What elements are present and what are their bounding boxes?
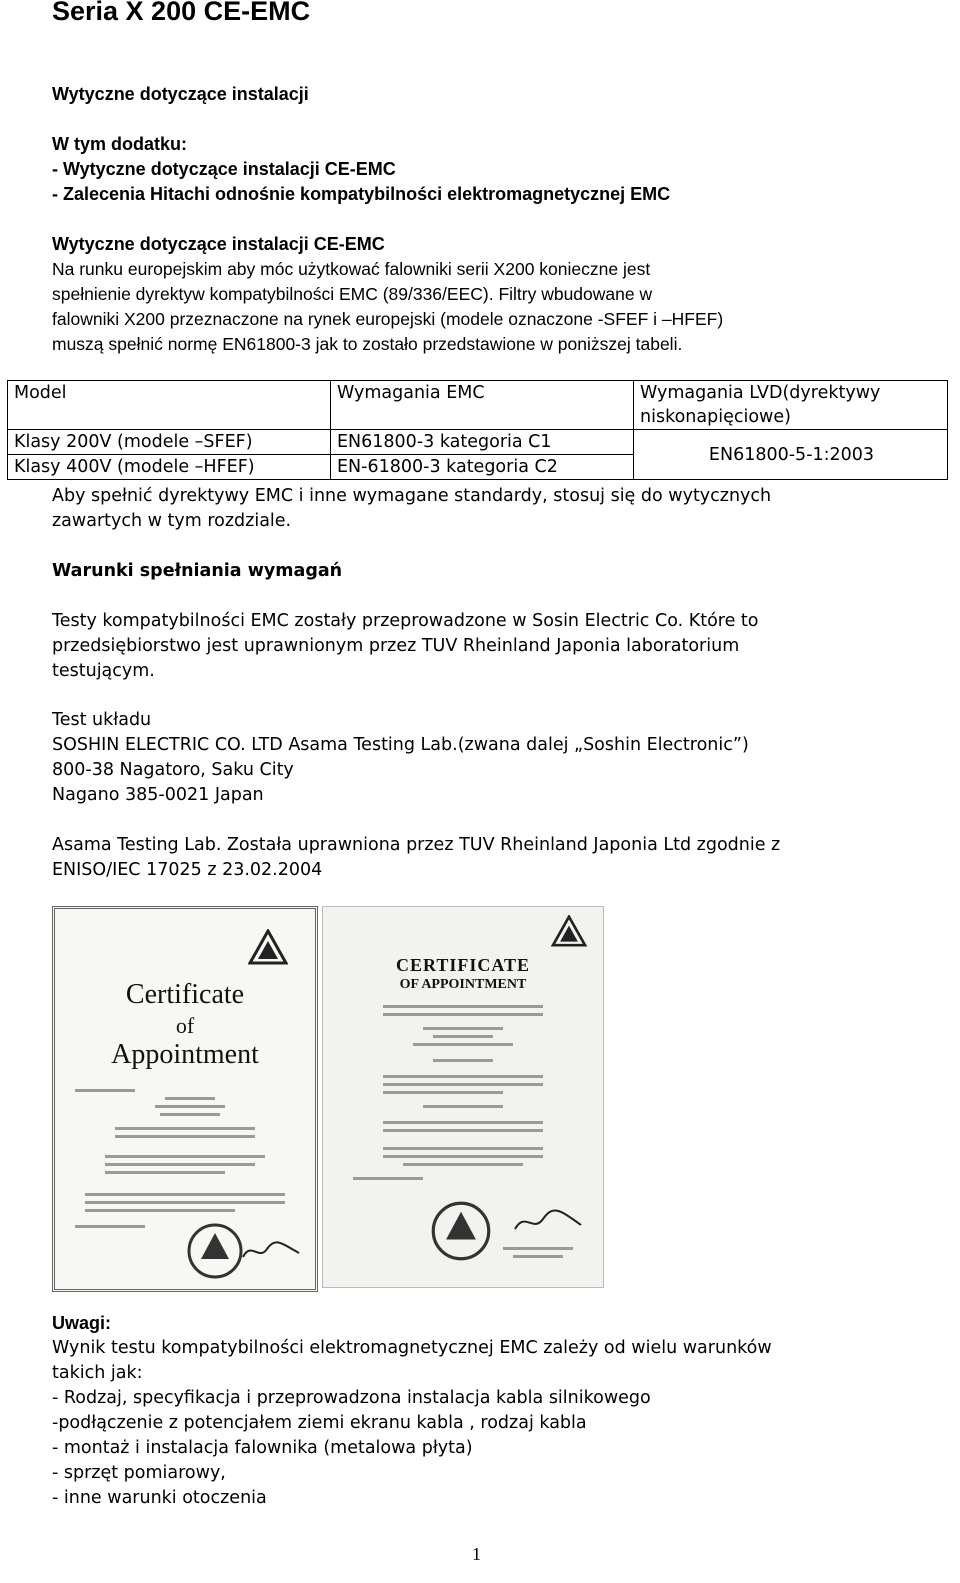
header-lvd-line1: Wymagania LVD(dyrektywy <box>640 383 881 403</box>
tuv-logo-icon <box>551 915 587 947</box>
list-item: - sprzęt pomiarowy, <box>52 1463 226 1483</box>
paragraph-line: 800-38 Nagatoro, Saku City <box>52 760 294 780</box>
certificate-title: CERTIFICATE <box>395 955 531 975</box>
header-lvd <box>634 381 948 430</box>
cell-model: Klasy 400V (modele –HFEF) <box>8 455 331 480</box>
intro-heading: Wytyczne dotyczące instalacji <box>52 84 309 104</box>
emc-requirements-table <box>7 380 948 480</box>
tuv-logo-icon <box>248 929 288 965</box>
certificate-appointment: Appointment <box>111 1039 259 1070</box>
paragraph-line: przedsiębiorstwo jest uprawnionym przez TUV Rheinland Japonia laboratorium <box>52 636 740 656</box>
cell-emc: EN61800-3 kategoria C1 <box>331 430 634 455</box>
paragraph-line: zawartych w tym rozdziale. <box>52 511 292 531</box>
paragraph-line: Nagano 385-0021 Japan <box>52 785 264 805</box>
list-item: Wynik testu kompatybilności elektromagnetycznej EMC zależy od wielu warunków <box>52 1338 772 1358</box>
cell-model: Klasy 200V (modele –SFEF) <box>8 430 331 455</box>
section-heading: Warunki spełniania wymagań <box>52 561 343 581</box>
paragraph-line: muszą spełnić normę EN61800-3 jak to zostało przedstawione w poniższej tabeli. <box>52 334 683 354</box>
table-header-row <box>8 381 948 430</box>
list-item: -podłączenie z potencjałem ziemi ekranu kabla , rodzaj kabla <box>52 1413 587 1433</box>
list-item: - Rodzaj, specyfikacja i przeprowadzona instalacja kabla silnikowego <box>52 1388 651 1408</box>
signature-icon <box>513 1207 583 1237</box>
cell-emc: EN-61800-3 kategoria C2 <box>331 455 634 480</box>
paragraph-line: ENISO/IEC 17025 z 23.02.2004 <box>52 860 323 880</box>
certificate-image-right <box>322 906 604 1288</box>
table-row <box>8 430 948 455</box>
certificate-subtitle: OF APPOINTMENT <box>399 977 527 992</box>
contents-item: - Wytyczne dotyczące instalacji CE-EMC <box>52 159 396 179</box>
list-item: - montaż i instalacja falownika (metalowa płyta) <box>52 1438 473 1458</box>
paragraph-line: Na runku europejskim aby móc użytkować falowniki serii X200 konieczne jest <box>52 259 651 279</box>
tuv-seal-icon <box>429 1199 493 1263</box>
paragraph-line: SOSHIN ELECTRIC CO. LTD Asama Testing Lab.(zwana dalej „Soshin Electronic”) <box>52 735 749 755</box>
page-title: Seria X 200 CE-EMC <box>52 0 311 26</box>
list-item: takich jak: <box>52 1363 143 1383</box>
contents-heading: W tym dodatku: <box>52 134 187 154</box>
paragraph-line: testującym. <box>52 661 155 681</box>
list-item: - inne warunki otoczenia <box>52 1488 267 1508</box>
certificate-title: Certificate <box>125 979 245 1010</box>
header-model: Model <box>8 381 331 430</box>
page-number: 1 <box>472 1544 481 1564</box>
header-lvd-line2: niskonapięciowe) <box>640 407 791 427</box>
signature-icon <box>241 1239 301 1263</box>
paragraph-line: Testy kompatybilności EMC zostały przeprowadzone w Sosin Electric Co. Które to <box>52 611 759 631</box>
section-heading: Wytyczne dotyczące instalacji CE-EMC <box>52 234 385 254</box>
certificate-of: of <box>175 1013 195 1038</box>
certificate-image-left <box>52 906 318 1292</box>
tuv-seal-icon <box>185 1221 245 1281</box>
paragraph-line: spełnienie dyrektyw kompatybilności EMC (89/336/EEC). Filtry wbudowane w <box>52 284 653 304</box>
paragraph-line: falowniki X200 przeznaczone na rynek europejski (modele oznaczone -SFEF i –HFEF) <box>52 309 724 329</box>
paragraph-line: Test układu <box>52 710 152 730</box>
contents-item: - Zalecenia Hitachi odnośnie kompatybilności elektromagnetycznej EMC <box>52 184 671 204</box>
notes-heading: Uwagi: <box>52 1313 112 1333</box>
paragraph-line: Aby spełnić dyrektywy EMC i inne wymagane standardy, stosuj się do wytycznych <box>52 486 772 506</box>
paragraph-line: Asama Testing Lab. Została uprawniona przez TUV Rheinland Japonia Ltd zgodnie z <box>52 835 781 855</box>
cell-lvd: EN61800-5-1:2003 <box>634 430 948 480</box>
header-emc: Wymagania EMC <box>331 381 634 430</box>
